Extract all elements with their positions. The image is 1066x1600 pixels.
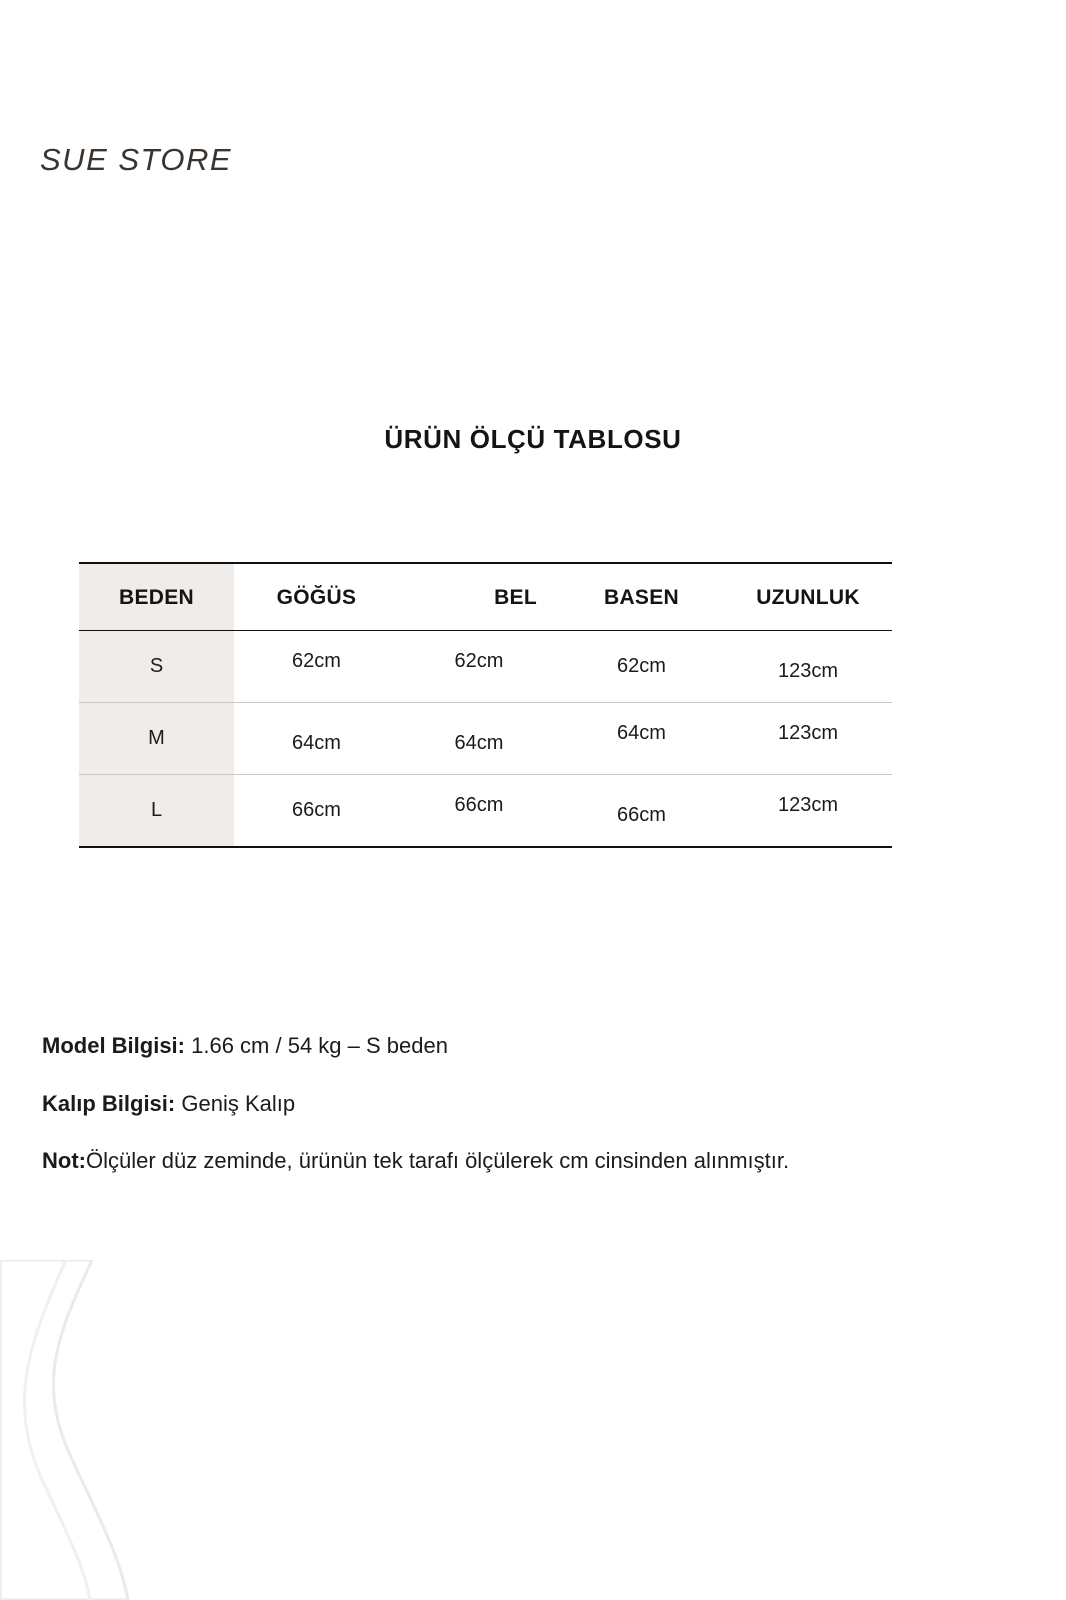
decorative-swoosh-icon [0,1260,200,1600]
size-table [79,562,892,848]
cell-basen [559,775,724,848]
fit-info-value: Geniş Kalıp [175,1090,296,1116]
cell-bel-value: 62cm [454,650,504,672]
cell-bel [399,703,559,775]
cell-basen [559,703,724,775]
page-title: ÜRÜN ÖLÇÜ TABLOSU [384,424,682,454]
cell-gogus-value: 64cm [292,732,341,754]
cell-beden: L [79,775,234,848]
table-row [79,703,892,775]
cell-gogus-value: 66cm [292,799,341,821]
column-header-basen: BASEN [559,563,724,631]
column-header-bel: BEL [399,563,559,631]
table-row [79,631,892,703]
table-header [79,563,892,631]
cell-bel [399,631,559,703]
cell-gogus [234,703,399,775]
cell-bel [399,775,559,848]
table-row [79,775,892,848]
fit-info-line [42,1086,842,1122]
cell-bel-value: 66cm [454,794,504,816]
table-body [79,631,892,848]
cell-basen-value: 66cm [617,804,666,826]
column-header-uzunluk: UZUNLUK [724,563,892,631]
column-header-beden: BEDEN [79,563,234,631]
cell-beden: S [79,631,234,703]
brand-logo: SUE STORE [40,142,233,177]
cell-uzunluk [724,703,892,775]
cell-uzunluk [724,775,892,848]
cell-uzunluk-value: 123cm [777,722,839,744]
size-chart [79,562,892,848]
cell-gogus-value: 62cm [292,650,341,672]
note-line [42,1143,842,1179]
cell-basen-value: 64cm [617,722,666,744]
table-header-row [79,563,892,631]
note-value: Ölçüler düz zeminde, ürünün tek tarafı ölçülerek cm cinsinden alınmıştır. [85,1148,790,1174]
cell-beden: M [79,703,234,775]
cell-basen-value: 62cm [617,655,666,677]
column-header-gogus: GÖĞÜS [234,563,399,631]
note-label: Not: [42,1148,86,1174]
model-info-value: 1.66 cm / 54 kg – S beden [185,1033,448,1058]
cell-uzunluk-value: 123cm [777,660,839,682]
cell-bel-value: 64cm [454,732,504,754]
model-info-line [42,1028,842,1064]
cell-gogus [234,631,399,703]
cell-uzunluk-value: 123cm [777,794,839,816]
cell-basen [559,631,724,703]
cell-gogus [234,775,399,848]
cell-uzunluk [724,631,892,703]
notes-section [42,1028,842,1179]
model-info-label: Model Bilgisi: [42,1033,185,1058]
fit-info-label: Kalıp Bilgisi: [42,1090,176,1116]
